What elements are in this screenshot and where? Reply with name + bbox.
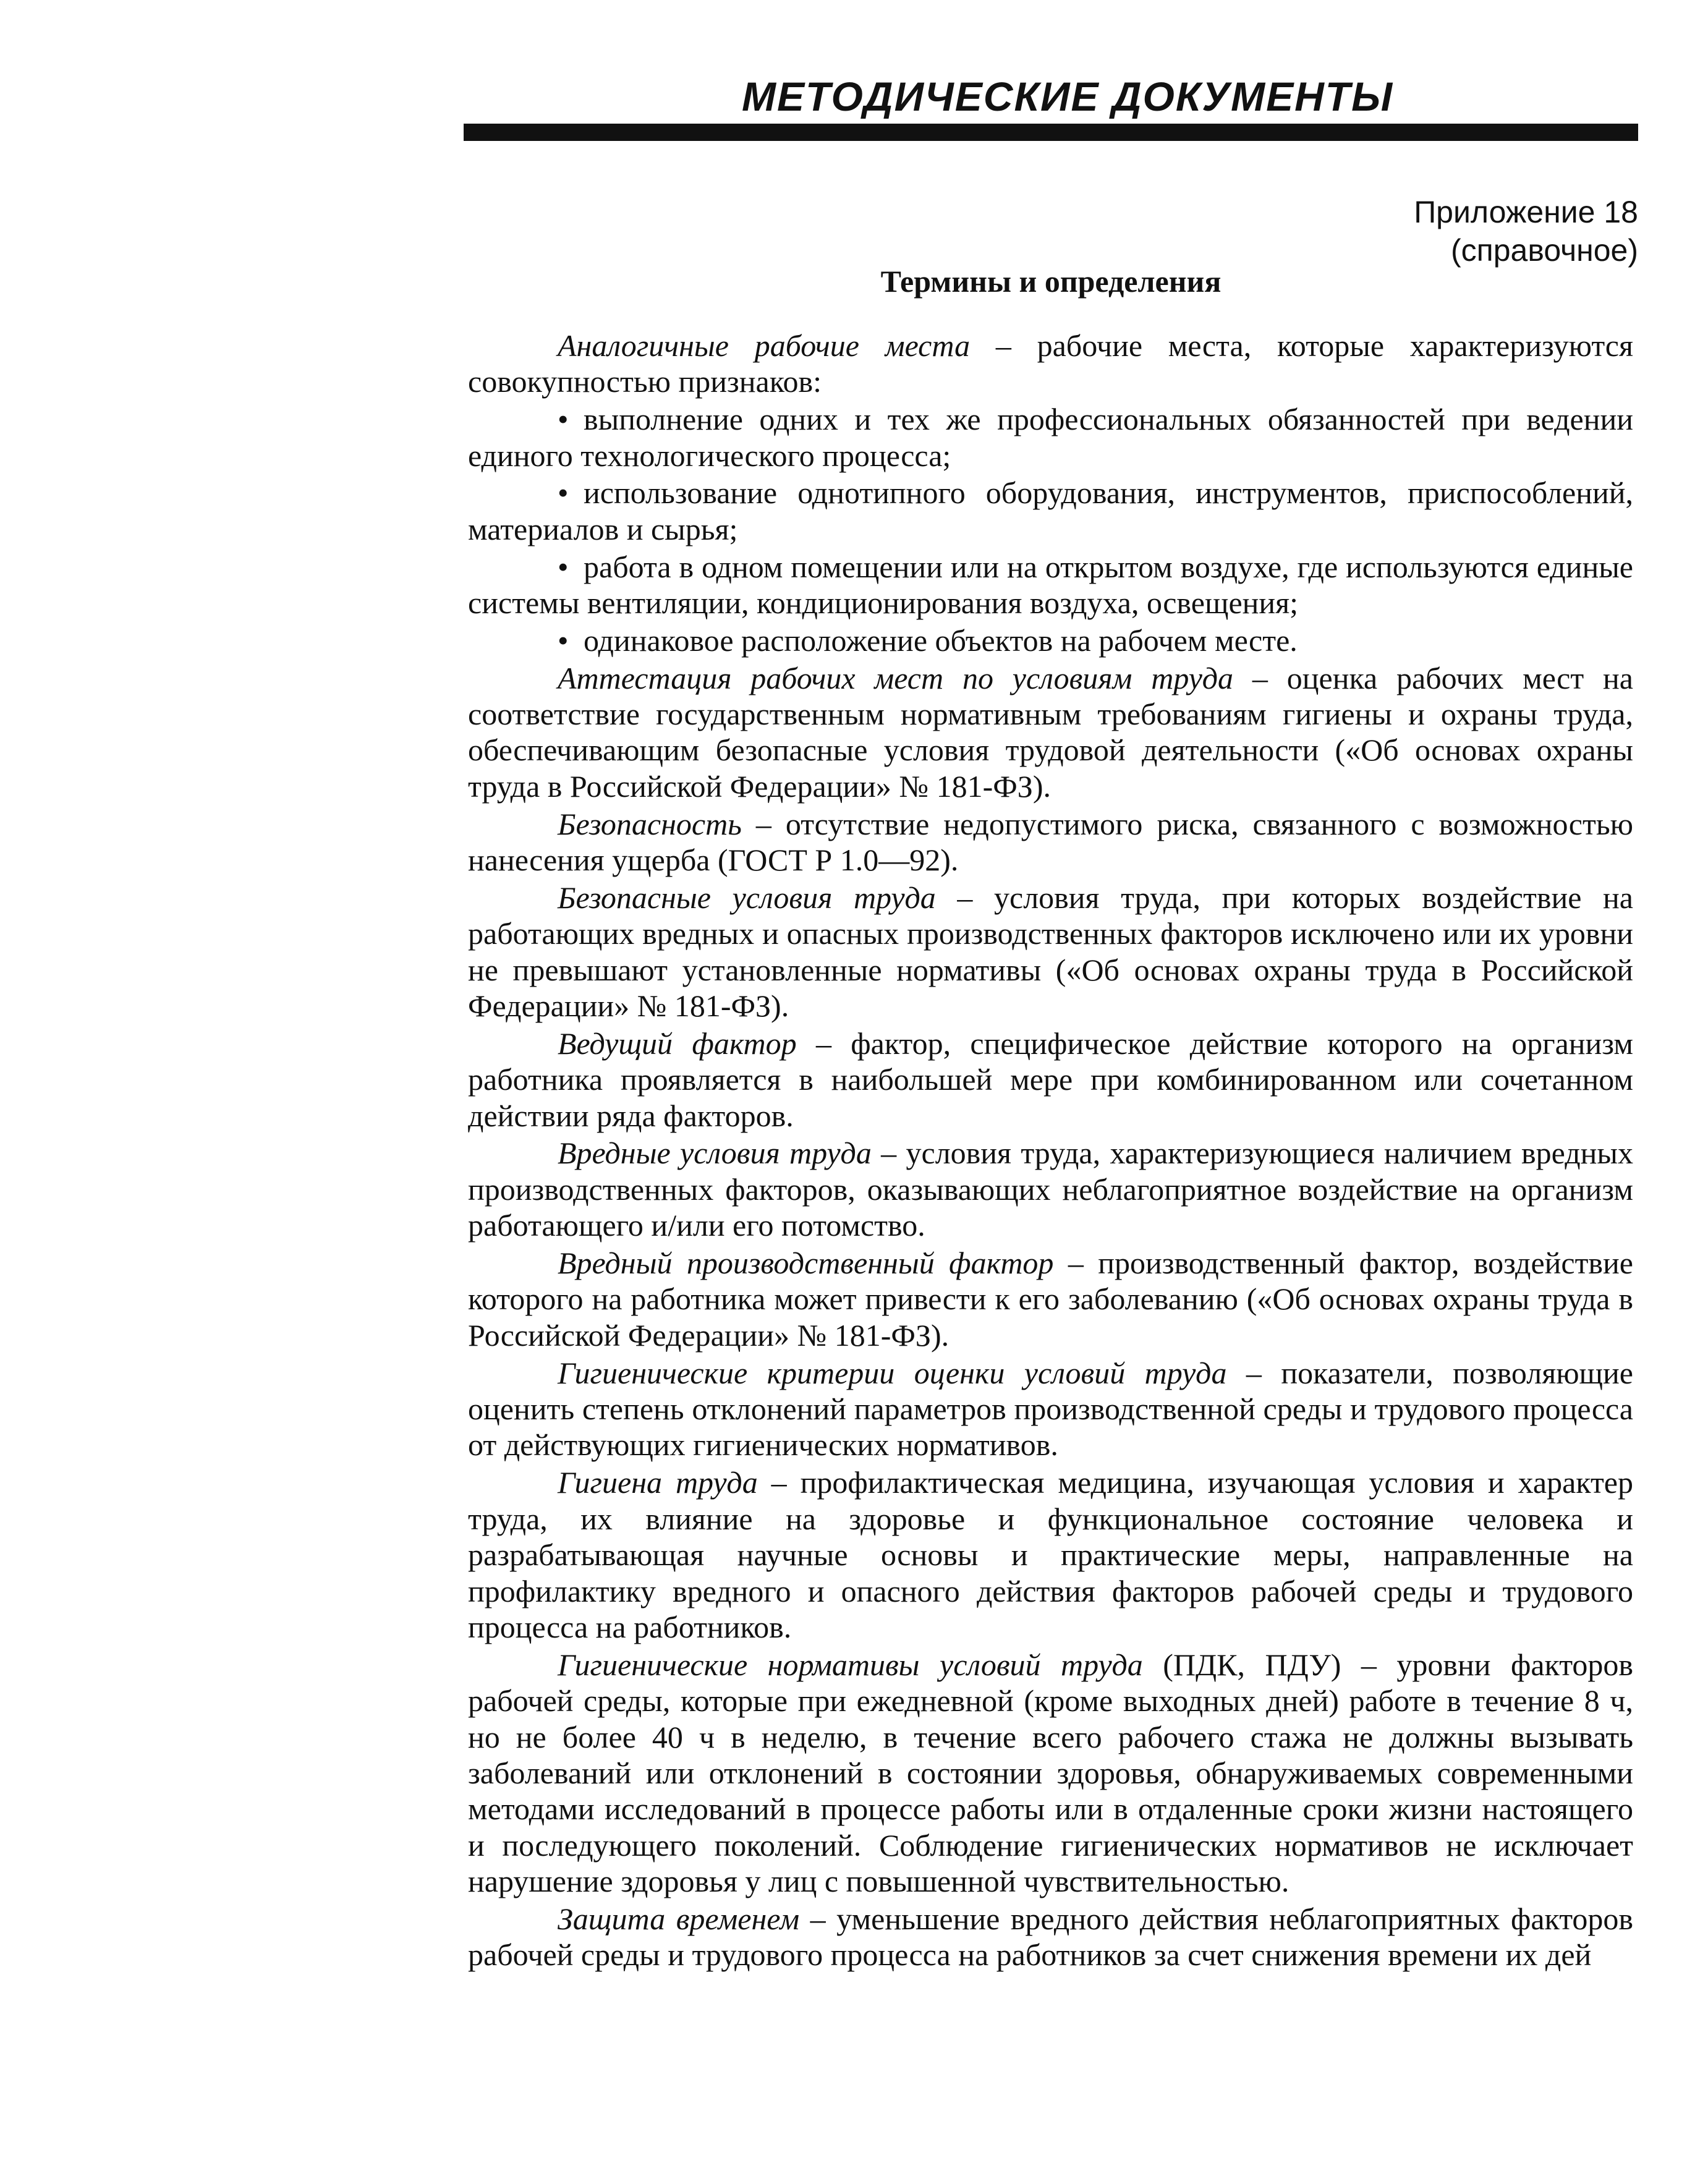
section-title: Термины и определения [880, 264, 1222, 299]
term-entry [468, 806, 1633, 878]
term-name: Вредные условия труда [558, 1136, 872, 1171]
list-item-text: использование однотипного оборудования, инструментов, приспособлений, материалов и сырья; [468, 475, 1633, 546]
running-head-title: МЕТОДИЧЕСКИЕ ДОКУМЕНТЫ [742, 74, 1394, 119]
list-item-text: выполнение одних и тех же профессиональных обязанностей при ведении единого технологического процесса; [468, 402, 1633, 473]
term-definition: – уменьшение вредного действия неблагоприятных факторов рабочей среды и трудового процесса на работников за счет снижения времени их дей [468, 1901, 1633, 1973]
bullet-icon: • [558, 475, 569, 511]
list-item [468, 622, 1633, 658]
term-name: Вредный производственный фактор [558, 1246, 1054, 1281]
term-name: Защита временем [558, 1901, 800, 1936]
term-name: Безопасность [558, 806, 742, 841]
term-definition: – показатели, позволяющие оценить степень отклонений параметров производственной среды и трудового процесса от действующих гигиенических нормативов. [468, 1355, 1633, 1463]
term-entry [468, 1245, 1633, 1353]
term-entry [468, 1026, 1633, 1134]
term-name: Аналогичные рабочие места [558, 328, 971, 363]
list-item [468, 549, 1633, 621]
term-definition: – условия труда, характеризующиеся наличием вредных производственных факторов, оказывающих неблагоприятное воздействие на организм работающего и/или его потомство. [468, 1136, 1633, 1243]
term-entry [468, 880, 1633, 1024]
term-entry [468, 1464, 1633, 1645]
term-name: Гигиенические критерии оценки условий труда [558, 1355, 1227, 1390]
bullet-icon: • [558, 402, 569, 437]
list-item-text: одинаковое расположение объектов на рабочем месте. [584, 622, 1298, 658]
bullet-icon: • [558, 549, 569, 584]
term-name: Ведущий фактор [558, 1026, 797, 1061]
term-name: Гигиенические нормативы условий труда [558, 1647, 1143, 1682]
header-rule [464, 124, 1638, 141]
term-definition: – профилактическая медицина, изучающая условия и характер труда, их влияние на здоровье и функциональное состояние человека и разрабатывающая научные основы и практические меры, направленные на профилактику вредного и опасного действия факторов рабочей среды и трудового процесса на работников. [468, 1465, 1633, 1644]
list-item [468, 475, 1633, 547]
term-entry [468, 1901, 1633, 1973]
term-definition: (ПДК, ПДУ) – уровни факторов рабочей среды, которые при ежедневной (кроме выходных дней) работе в течение 8 ч, но не более 40 ч в неделю, в течение всего рабочего стажа не должны вызывать заболеваний или отклонений в состоянии здоровья, обнаруживаемых современными методами исследований в процессе работы или в отдаленные сроки жизни настоящего и последующего поколений. Соблюдение гигиенических нормативов не исключает нарушение здоровья у лиц с повышенной чувствительностью. [468, 1647, 1633, 1899]
term-definition: – условия труда, при которых воздействие на работающих вредных и опасных производственных факторов исключено или их уровни не превышают установленные нормативы («Об основах охраны труда в Российской Федерации» № 181-ФЗ). [468, 880, 1633, 1024]
terms-body [468, 328, 1633, 1974]
term-entry [468, 1647, 1633, 1900]
appendix-number: Приложение 18 [1414, 195, 1638, 229]
term-name: Безопасные условия труда [558, 880, 936, 915]
term-definition: – отсутствие недопустимого риска, связанного с возможностью нанесения ущерба (ГОСТ Р 1.0—92). [468, 806, 1633, 878]
term-definition: – рабочие места, которые характеризуются совокупностью признаков: [468, 328, 1634, 399]
appendix-label [1414, 193, 1638, 270]
appendix-type: (справочное) [1451, 233, 1638, 268]
term-definition: – оценка рабочих мест на соответствие государственным нормативным требованиям гигиены и охраны труда, обеспечивающим безопасные условия трудовой деятельности («Об основах охраны труда в Российской Федерации» № 181-ФЗ). [468, 660, 1633, 804]
list-item [468, 401, 1633, 474]
term-entry [468, 1135, 1633, 1243]
term-definition: – производственный фактор, воздействие которого на работника может привести к его заболеванию («Об основах охраны труда в Российской Федерации» № 181-ФЗ). [468, 1246, 1633, 1353]
bullet-icon: • [558, 622, 569, 658]
term-name: Гигиена труда [558, 1465, 758, 1500]
term-entry [468, 660, 1633, 805]
list-item-text: работа в одном помещении или на открытом воздухе, где используются единые системы вентиляции, кондиционирования воздуха, освещения; [468, 549, 1633, 621]
term-entry [468, 328, 1633, 400]
term-entry [468, 1355, 1633, 1463]
bullet-list [468, 401, 1633, 658]
term-definition: – фактор, специфическое действие которого на организм работника проявляется в наибольшей мере при комбинированном или сочетанном действии ряда факторов. [468, 1026, 1633, 1133]
term-name: Аттестация рабочих мест по условиям труда [558, 660, 1234, 695]
